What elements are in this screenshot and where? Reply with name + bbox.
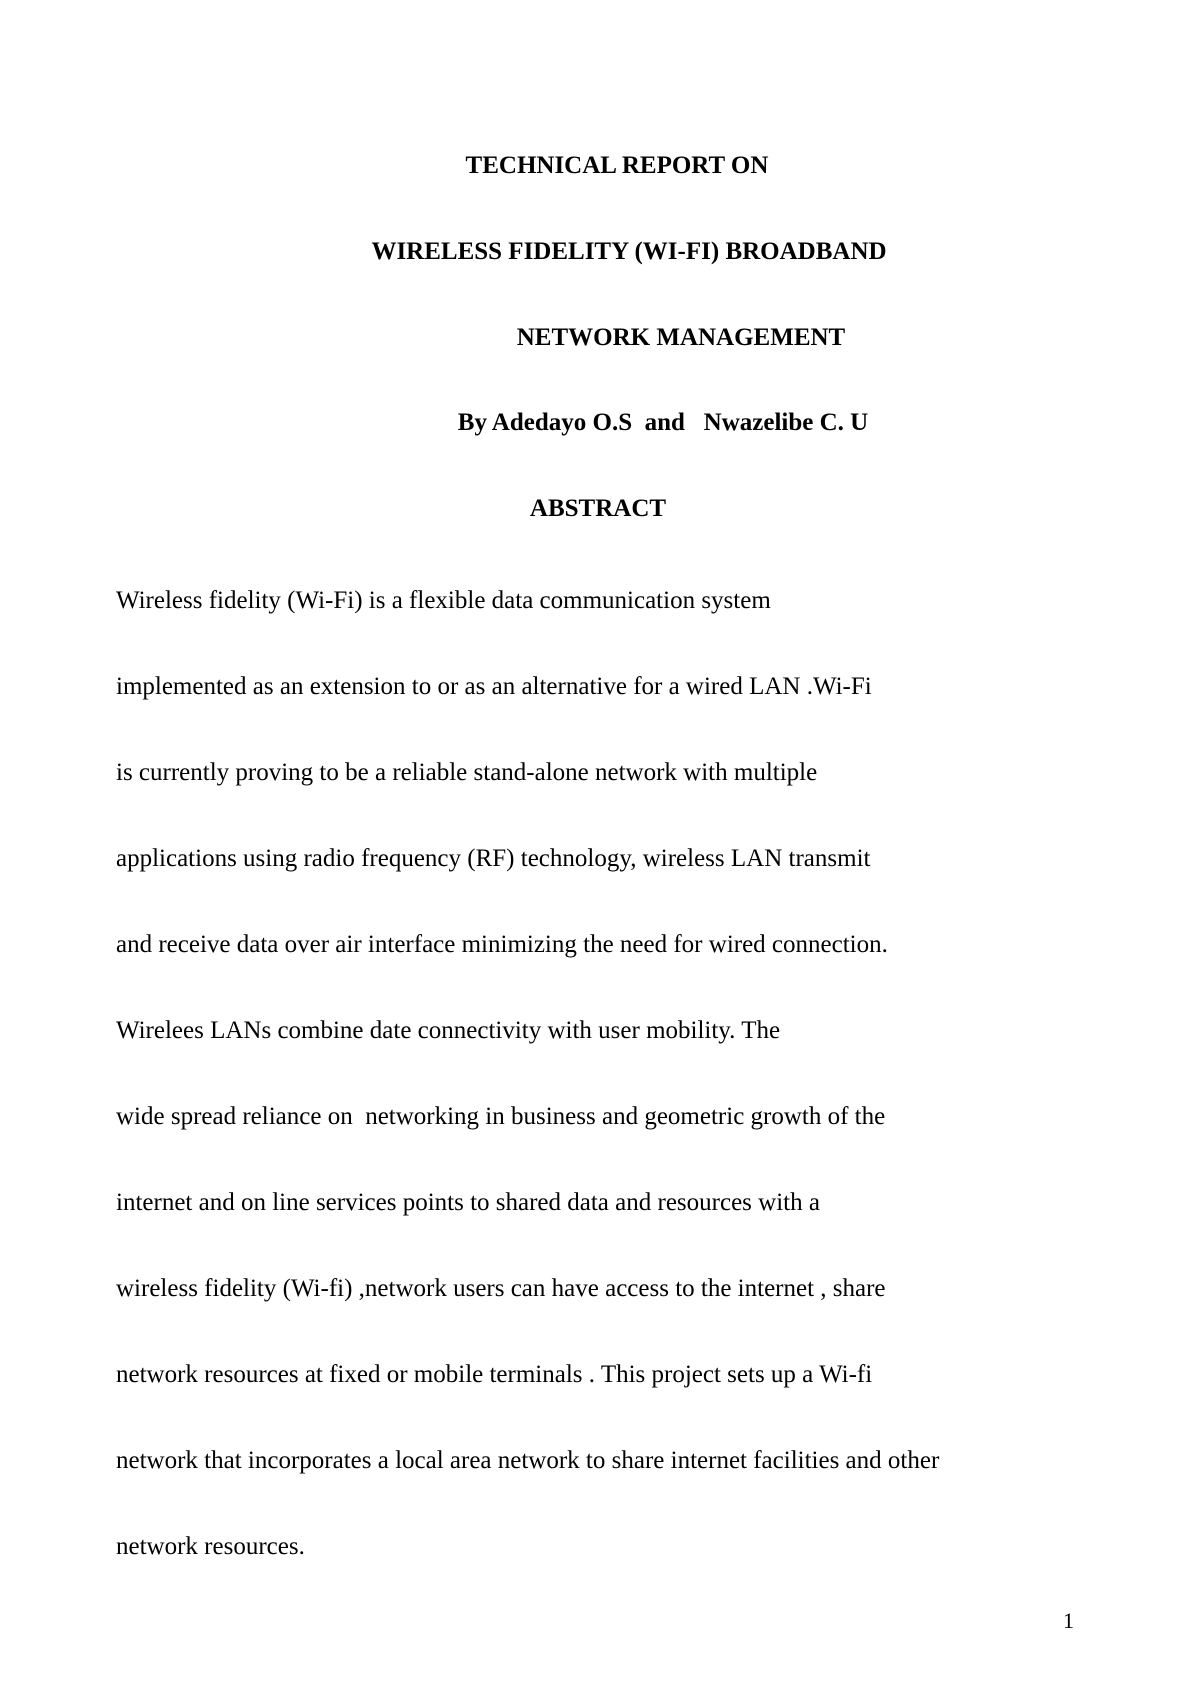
abstract-line: network that incorporates a local area network to share internet facilities and other (116, 1447, 940, 1474)
page-number: 1 (1063, 1608, 1074, 1633)
abstract-body (116, 558, 1116, 1590)
abstract-line: is currently proving to be a reliable stand-alone network with multiple (116, 759, 818, 786)
report-title-line-1: TECHNICAL REPORT ON (465, 152, 769, 179)
report-title-line-2: WIRELESS FIDELITY (WI-FI) BROADBAND (371, 238, 887, 265)
abstract-line: applications using radio frequency (RF) technology, wireless LAN transmit (116, 845, 871, 872)
abstract-line: wide spread reliance on networking in business and geometric growth of the (116, 1103, 886, 1130)
abstract-line: implemented as an extension to or as an alternative for a wired LAN .Wi-Fi (116, 673, 872, 700)
abstract-line: network resources at fixed or mobile terminals . This project sets up a Wi-fi (116, 1361, 873, 1388)
abstract-line: Wirelees LANs combine date connectivity with user mobility. The (116, 1017, 781, 1044)
authors-byline: By Adedayo O.S and Nwazelibe C. U (457, 409, 869, 436)
abstract-heading: ABSTRACT (529, 495, 667, 522)
report-title-line-3: NETWORK MANAGEMENT (516, 324, 846, 351)
abstract-line: and receive data over air interface minimizing the need for wired connection. (116, 931, 888, 958)
abstract-line: wireless fidelity (Wi-fi) ,network users can have access to the internet , share (116, 1275, 886, 1302)
abstract-line: internet and on line services points to shared data and resources with a (116, 1189, 820, 1216)
abstract-line: network resources. (116, 1533, 305, 1560)
abstract-line: Wireless fidelity (Wi-Fi) is a flexible data communication system (116, 587, 771, 614)
